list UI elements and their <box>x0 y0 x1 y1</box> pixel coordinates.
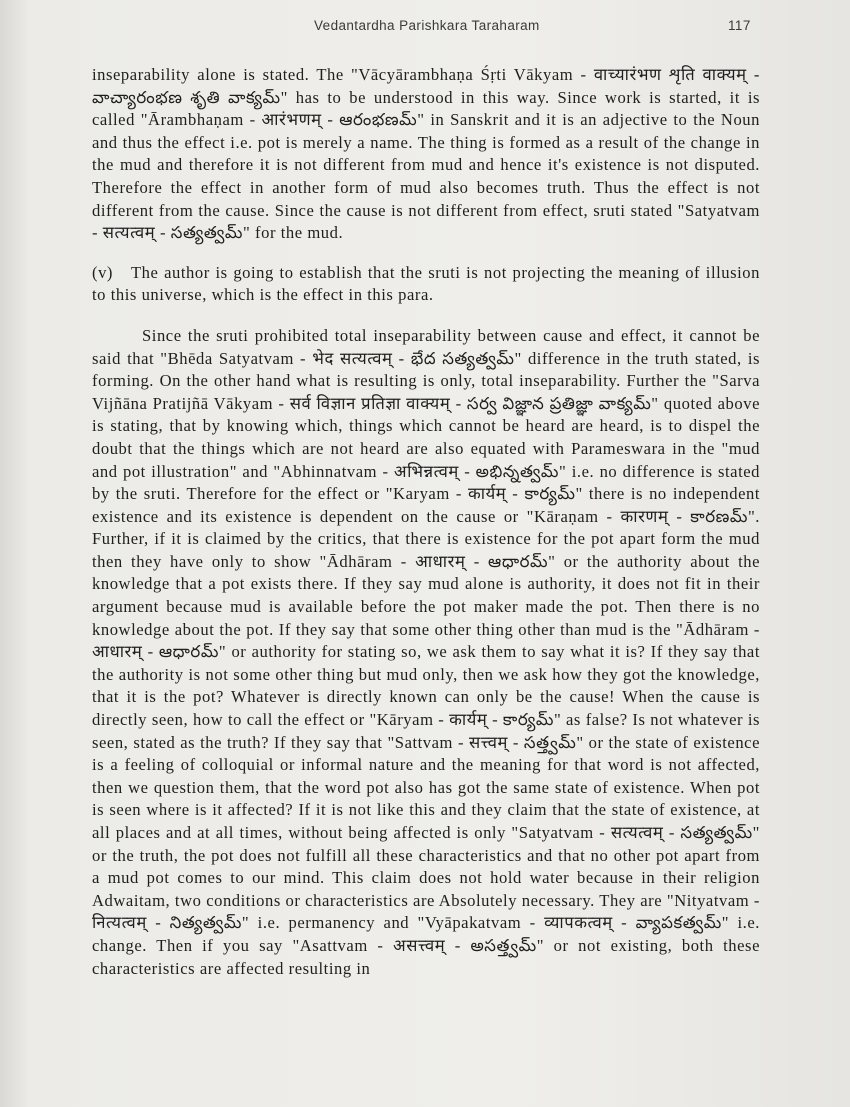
paragraph-v-text: The author is going to establish that the sruti is not projecting the meaning of illusion to this universe, which is the effect in this para. <box>92 262 760 305</box>
paragraph-main: Since the sruti prohibited total inseparability between cause and effect, it cannot be said that "Bhēda Satyatvam - भेद सत्यत्वम् - భేద సత్యత్వమ్" difference in the truth stated, is forming. On the other hand what is resulting is only, total inseparability. Further the "Sarva Vijñāna Pratijñā Vākyam - सर्व विज्ञान प्रतिज्ञा वाक्यम् - సర్వ విజ్ఞాన ప్రతిజ్ఞా వాక్యమ్" quoted above is stating, that by knowing which, things which cannot be heard are heard, is to dispel the doubt that the things which are not heard are also equated with Parameswara in the "mud and pot illustration" and "Abhinnatvam - अभिन्नत्वम् - అభిన్నత్వమ్" i.e. no difference is stated by the sruti. Therefore for the effect or "Karyam - कार्यम् - కార్యమ్" there is no independent existence and its existence is dependent on the cause or "Kāraṇam - कारणम् - కారణమ్". Further, if it is claimed by the critics, that there is existence for the pot apart form the mud then they have only to show "Ādhāram - आधारम् - ఆధారమ్" or the authority about the knowledge that a pot exists there. If they say mud alone is authority, it does not fit in their argument because mud is available before the pot maker made the pot. Then there is no knowledge about the pot. If they say that some other thing other than mud is the "Ādhāram - आधारम् - ఆధారమ్" or authority for stating so, we ask them to say what it is? If they say that the authority is not some other thing but mud only, then we ask how they got the knowledge, that it is the pot? Whatever is directly known can only be the cause! When the cause is directly seen, how to call the effect or "Kāryam - कार्यम् - కార్యమ్" as false? Is not whatever is seen, stated as the truth? If they say that "Sattvam - सत्त्वम् - సత్త్వమ్" or the state of existence is a feeling of colloquial or informal nature and the meaning for that word is not affected, then we question them, that the word pot also has got the same state of existence. When pot is seen where is it affected? If it is not like this and they claim that the state of existence, at all places and at all times, without being affected is only "Satyatvam - सत्यत्वम् - సత్యత్వమ్" or the truth, the pot does not fulfill all these characteristics and that no other pot apart from a mud pot comes to our mind. This claim does not hold water because in their religion Adwaitam, two conditions or characteristics are Absolutely necessary. They are "Nityatvam - नित्यत्वम् - నిత్యత్వమ్" i.e. permanency and "Vyāpakatvam - व्यापकत्वम् - వ్యాపకత్వమ్" i.e. change. Then if you say "Asattvam - असत्त्वम् - అసత్త్వమ్" or not existing, both these characteristics are affected resulting in <box>92 325 760 978</box>
book-title: Vedantardha Parishkara Taraharam <box>314 18 540 33</box>
body-text <box>92 64 760 999</box>
paragraph-continued: inseparability alone is stated. The "Vācyārambhaṇa Śṛti Vākyam - वाच्यारंभण शृति वाक्यम् - వాచ్యారంభణ శృతి వాక్యమ్" has to be understood in this way. Since work is started, it is called "Ārambhaṇam - आरंभणम् - ఆరంభణమ్" in Sanskrit and it is an adjective to the Noun and thus the effect i.e. pot is merely a name. The thing is formed as a result of the change in the mud and therefore it is not different from mud and hence it's existence is not disputed. Therefore the effect in another form of mud also becomes truth. Thus the effect is not different from the cause. Since the cause is not different from effect, sruti stated "Satyatvam - सत्यत्वम् - సత్యత్వమ్" for the mud. <box>92 65 760 243</box>
page-number: 117 <box>728 18 751 33</box>
paragraph-label: (v) <box>92 262 113 282</box>
paragraph-v <box>92 262 760 307</box>
running-header <box>0 18 850 38</box>
